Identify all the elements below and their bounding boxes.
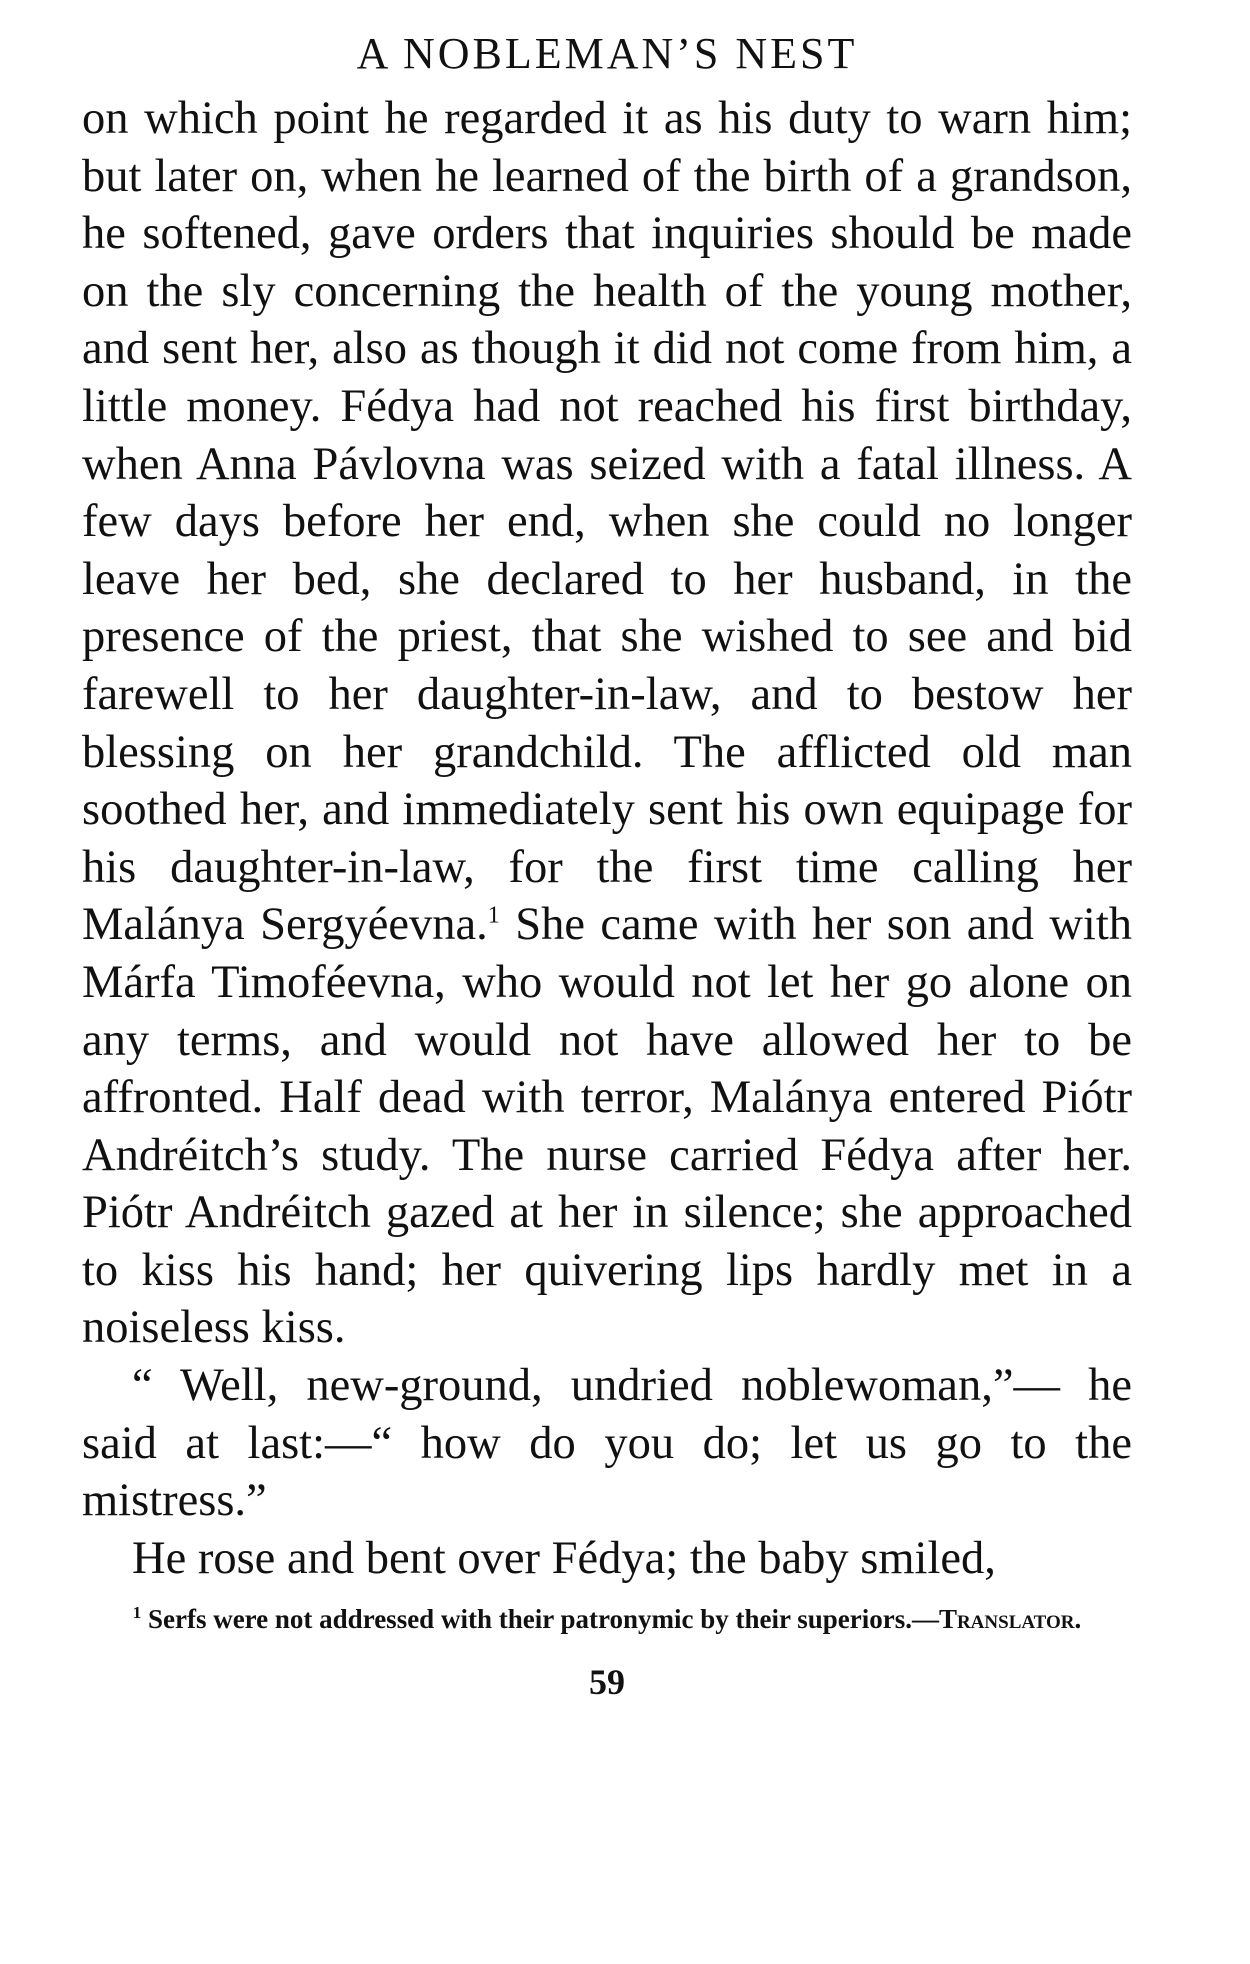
paragraph-text: She came with her son and with Márfa Timoféevna, who would not let her go alone on any terms, and would not have allowed her to be affronted. Half dead with terror, Malánya entered Piótr Andréitch’s study. The nurse carried Fédya after her. Piótr Andréitch gazed at her in silence; she approached to kiss his hand; her quivering lips hardly met in a noiseless kiss. (82, 899, 1132, 1354)
paragraph-text: on which point he regarded it as his duty to warn him; but later on, when he learned of the birth of a grandson, he softened, gave orders that inquiries should be made on the sly concerning the health of the young mother, and sent her, also as though it did not come from him, a little money. Fédya had not reached his first birthday, when Anna Pávlovna was seized with a fatal illness. A few days before her end, when she could no longer leave her bed, she declared to her husband, in the presence of the priest, that she wished to see and bid farewell to her daughter-in-law, and to bestow her blessing on her grandchild. The afflicted old man soothed her, and immediately sent his own equipage for his daughter-in-law, for the first time calling her Malánya Sergyéevna. (82, 93, 1132, 951)
footnote-text: Serfs were not addressed with their patronymic by their superiors.— (147, 1604, 939, 1635)
footnote (82, 1599, 1132, 1639)
paragraph: “ Well, new-ground, undried noblewoman,”— he said at last:—“ how do you do; let us go to the mistress.” (82, 1360, 1132, 1527)
page-number: 59 (589, 1662, 625, 1703)
footnote-marker: 1 (132, 1603, 142, 1623)
paragraph (82, 90, 1132, 1357)
running-head: A NOBLEMAN’S NEST (356, 29, 858, 78)
body-text (82, 90, 1132, 1587)
footnote-attribution: Translator. (938, 1604, 1082, 1635)
paragraph: He rose and bent over Fédya; the baby smiled, (132, 1532, 996, 1584)
footnote-reference: 1 (487, 902, 500, 929)
book-page (82, 22, 1132, 1703)
